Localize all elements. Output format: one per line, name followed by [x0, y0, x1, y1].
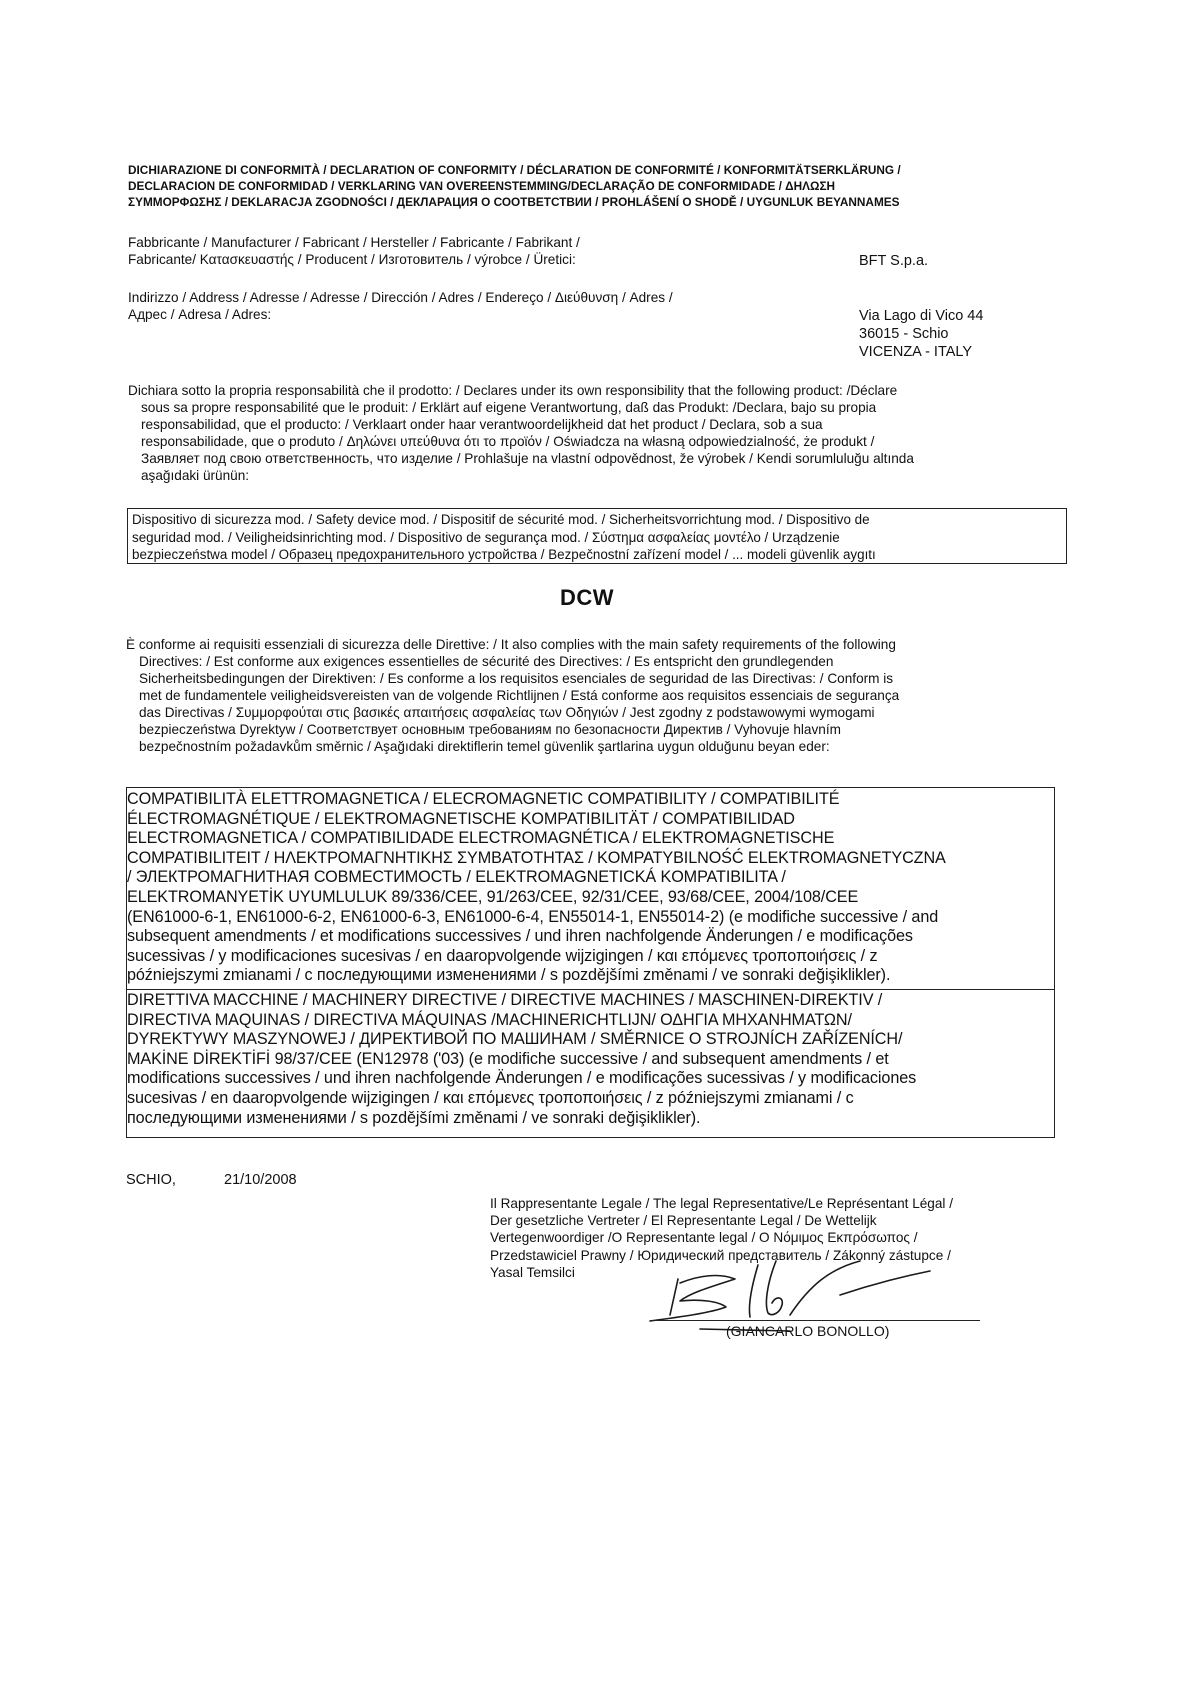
emc-line: sucessivas / y modificaciones sucesivas / en daaropvolgende wijzigingen / και επόμενες τροποποιήσεις / z [127, 946, 878, 965]
address-value [859, 307, 983, 361]
declaration-line: Dichiara sotto la propria responsabilità che il prodotto: / Declares under its own responsibility that the following product: /Déclare [128, 383, 898, 398]
manufacturer-label-line: Fabricante/ Κατασκευαστής / Producent / Изготовитель / výrobce / Üretici: [128, 252, 576, 267]
declaration-line: responsabilidad, que el producto: / Verklaart onder haar verantwoordelijkheid dat het product / Declara, sob a sua [141, 417, 823, 432]
device-line: seguridad mod. / Veiligheidsinrichting mod. / Dispositivo de segurança mod. / Σύστημα ασφαλείας μοντέλο / Urządzenie [132, 529, 840, 545]
address-label-line: Адрес / Adresa / Adres: [128, 307, 272, 322]
conformity-line: Sicherheitsbedingungen der Direktiven: / Es conforme a los requisitos esenciales de seguridad de las Directivas: / Conform is [139, 671, 894, 686]
title-line: DICHIARAZIONE DI CONFORMITÀ / DECLARATION OF CONFORMITY / DÉCLARATION DE CONFORMITÉ / KONFORMITÄTSERKLÄRUNG / [128, 163, 901, 177]
machinery-line: modifications successives / und ihren nachfolgende Änderungen / e modificações sucessivas / y modificaciones [127, 1069, 917, 1088]
title-line: DECLARACION DE CONFORMIDAD / VERKLARING VAN OVEREENSTEMMING/DECLARAÇÃO DE CONFORMIDADE / ΔΗΛΩΣΗ [128, 179, 836, 193]
device-description-box [127, 508, 1067, 564]
signatory-name: (GIANCARLO BONOLLO) [726, 1323, 890, 1339]
emc-line: (EN61000-6-1, EN61000-6-2, EN61000-6-3, EN61000-6-4, EN55014-1, EN55014-2) (e modifiche successive / and [127, 907, 939, 926]
address-label [128, 289, 673, 323]
manufacturer-label-line: Fabbricante / Manufacturer / Fabricant / Hersteller / Fabricante / Fabrikant / [128, 235, 580, 250]
conformity-line: È conforme ai requisiti essenziali di sicurezza delle Direttive: / It also complies with the main safety requirements of the following [126, 637, 896, 652]
date: 21/10/2008 [224, 1172, 297, 1188]
emc-line: ELEKTROMANYETİK UYUMLULUK 89/336/CEE, 91/263/CEE, 92/31/CEE, 93/68/CEE, 2004/108/CEE [127, 887, 859, 906]
emc-line: ÉLECTROMAGNÉTIQUE / ELEKTROMAGNETISCHE KOMPATIBILITÄT / COMPATIBILIDAD [127, 809, 795, 828]
device-line: bezpieczeństwa model / Образец предохранительного устройства / Bezpečnostní zařízení model / ... modeli güvenlik aygıtı [132, 547, 876, 562]
emc-directive-box [126, 787, 1055, 990]
title-line: ΣΥΜΜΟΡΦΩΣΗΣ / DEKLARACJA ZGODNOŚCI / ДЕКЛАРАЦИЯ О СООТВЕТСТВИИ / PROHLÁŠENÍ O SHODĚ / UYGUNLUK BEYANNAMES [128, 195, 900, 209]
representative-line: Przedstawiciel Prawny / Юридический представитель / Zákonný zástupce / [490, 1247, 951, 1263]
emc-line: COMPATIBILITEIT / ΗΛΕΚΤΡΟΜΑΓΝΗΤΙΚΗΣ ΣΥΜΒΑΤΟΤΗΤΑΣ / KOMPATYBILNOŚĆ ELEKTROMAGNETYCZNA [127, 848, 946, 867]
address-line: Via Lago di Vico 44 [859, 308, 984, 324]
manufacturer-value: BFT S.p.a. [859, 253, 929, 269]
declaration-line: aşağıdaki ürünün: [141, 468, 250, 483]
declaration-title [128, 162, 1058, 210]
representative-line: Yasal Temsilci [490, 1264, 575, 1280]
place: SCHIO, [126, 1172, 176, 1188]
emc-line: COMPATIBILITÀ ELETTROMAGNETICA / ELECROMAGNETIC COMPATIBILITY / COMPATIBILITÉ [127, 790, 840, 808]
machinery-line: DIRETTIVA MACCHINE / MACHINERY DIRECTIVE / DIRECTIVE MACHINES / MASCHINEN-DIREKTIV / [127, 991, 883, 1009]
declaration-statement [128, 382, 1068, 484]
representative-line: Il Rappresentante Legale / The legal Representative/Le Représentant Légal / [490, 1196, 954, 1211]
machinery-line: DIRECTIVA MAQUINAS / DIRECTIVA MÁQUINAS /MACHINERICHTLIJN/ ΟΔΗΓΙΑ ΜΗΧΑΝΗΜΑΤΩΝ/ [127, 1010, 852, 1029]
conformity-line: bezpieczeństwa Dyrektyw / Соответствует основным требованиям по безопасности Директив / Vyhovuje hlavním [139, 722, 841, 737]
machinery-line: sucesivas / en daaropvolgende wijzigingen / και επόμενες τροποποιήσεις / z późniejszymi zmianami / с [127, 1088, 854, 1107]
address-line: VICENZA - ITALY [859, 344, 973, 360]
machinery-line: MAKİNE DİREKTİFİ 98/37/CEE (EN12978 ('03) (e modifiche successive / and subsequent amendments / et [127, 1049, 889, 1068]
representative-line: Der gesetzliche Vertreter / El Representante Legal / De Wettelijk [490, 1213, 877, 1229]
machinery-directive-box [126, 989, 1055, 1138]
representative-line: Vertegenwoordiger /O Representante legal / Ο Νόμιμος Εκπρόσωπος / [490, 1230, 918, 1246]
emc-line: / ЭЛЕКТРОМАГНИТНАЯ СОВМЕСТИМОСТЬ / ELEKTROMAGNETICKÁ KOMPATIBILITA / [127, 868, 786, 887]
conformity-line: bezpečnostním požadavkům směrnic / Aşağıdaki direktiflerin temel güvenlik şartlarina uygun olduğunu beyan eder: [139, 739, 830, 754]
emc-line: późniejszymi zmianami / с последующими изменениями / s pozdějšími změnami / ve sonraki değişiklikler). [127, 966, 891, 985]
conformity-line: met de fundamentele veiligheidsvereisten van de volgende Richtlijnen / Está conforme aos requisitos essenciais de segurança [139, 688, 900, 703]
conformity-statement [126, 636, 1066, 755]
signature-line [650, 1320, 980, 1321]
address-line: 36015 - Schio [859, 326, 949, 342]
product-model: DCW [560, 585, 615, 610]
conformity-line: Directives: / Est conforme aux exigences essentielles de sécurité des Directives: / Es entspricht den grundlegenden [139, 654, 834, 669]
declaration-line: sous sa propre responsabilité que le produit: / Erklärt auf eigene Verantwortung, daß das Produkt: /Declara, bajo su propia [141, 400, 877, 415]
device-line: Dispositivo di sicurezza mod. / Safety device mod. / Dispositif de sécurité mod. / Sicherheitsvorrichtung mod. / Dispositivo de [132, 512, 870, 527]
declaration-line: Заявляет под свою ответственность, что изделие / Prohlašuje na vlastní odpovědnost, že výrobek / Kendi sorumluluğu altında [141, 451, 914, 466]
emc-line: ELECTROMAGNETICA / COMPATIBILIDADE ELECTROMAGNÉTICA / ELEKTROMAGNETISCHE [127, 829, 835, 848]
emc-line: subsequent amendments / et modifications successives / und ihren nachfolgende Änderungen / e modificações [127, 927, 913, 946]
declaration-line: responsabilidade, que o produto / Δηλώνει υπεύθυνα ότι το προϊόν / Oświadcza na własną odpowiedzialność, że produkt / [141, 434, 875, 449]
address-label-line: Indirizzo / Address / Adresse / Adresse / Dirección / Adres / Endereço / Διεύθυνση / Adres / [128, 290, 673, 305]
manufacturer-label [128, 234, 580, 268]
conformity-line: das Directivas / Συμμορφούται στις βασικές απαιτήσεις ασφαλείας των Οδηγιών / Jest zgodny z podstawowymi wymogami [139, 705, 875, 720]
machinery-line: DYREKTYWY MASZYNOWEJ / ДИРЕКТИВОЙ ПО МАШИНАМ / SMĚRNICE O STROJNÍCH ZAŘÍZENÍCH/ [127, 1030, 903, 1049]
machinery-line: последующими изменениями / s pozdějšími změnami / ve sonraki değişiklikler). [127, 1108, 701, 1127]
